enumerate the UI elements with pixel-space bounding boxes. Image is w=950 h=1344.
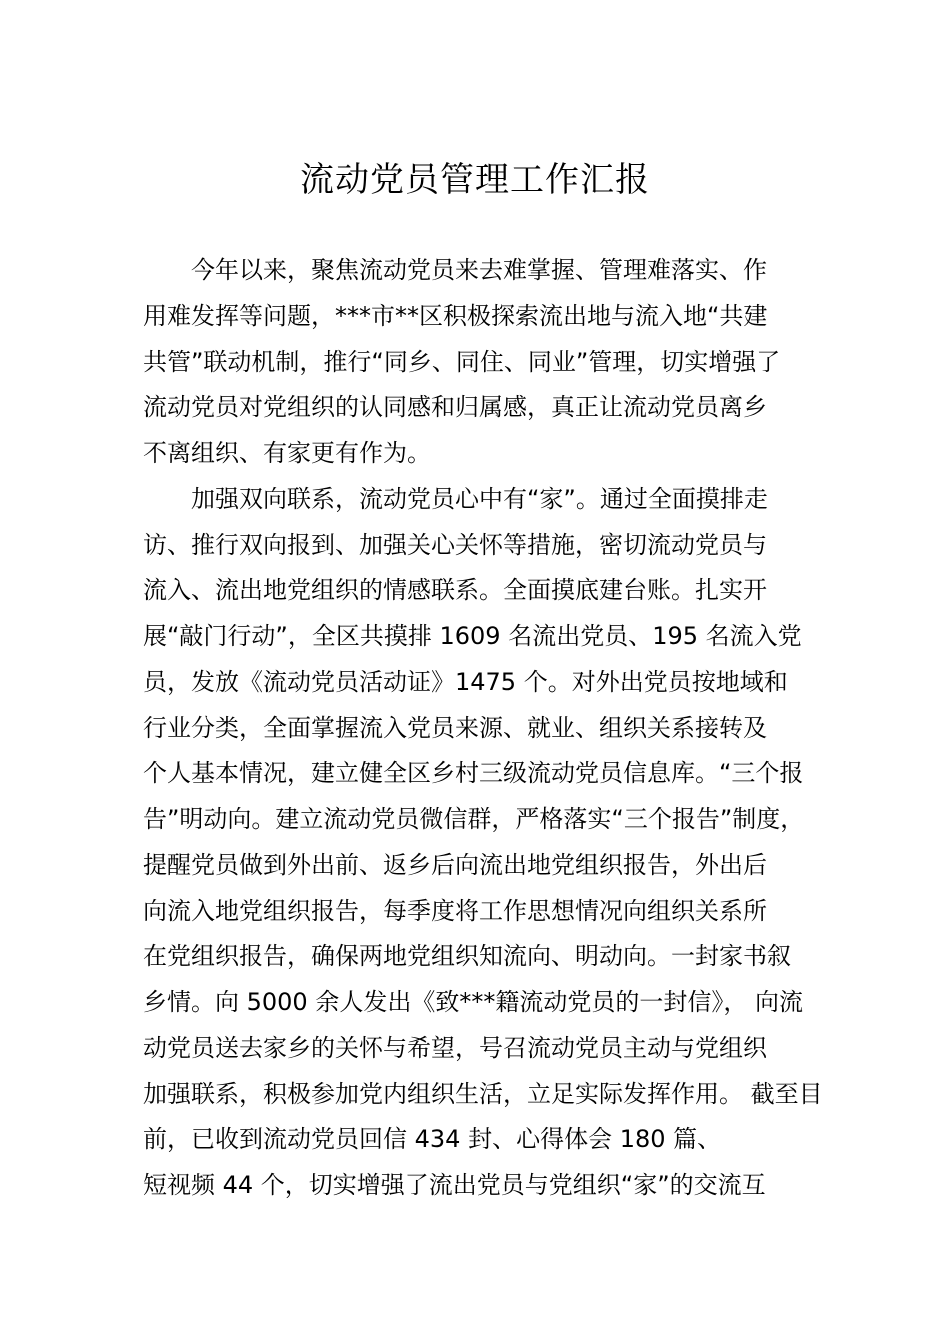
paragraph-first-line: 加强双向联系，流动党员心中有“家”。通过全面摸排走: [191, 484, 768, 513]
document-title: 流动党员管理工作汇报: [300, 160, 650, 200]
body-text-line: 在党组织报告，确保两地党组织知流向、明动向。一封家书叙: [143, 942, 791, 971]
body-text-line: 流入、流出地党组织的情感联系。全面摸底建台账。扎实开: [143, 576, 767, 605]
body-text-line: 动党员送去家乡的关怀与希望，号召流动党员主动与党组织: [143, 1033, 767, 1062]
body-text-line: 提醒党员做到外出前、返乡后向流出地党组织报告，外出后: [143, 850, 767, 879]
paragraph-first-line: 今年以来，聚焦流动党员来去难掌握、管理难落实、作: [191, 256, 767, 284]
body-text-line: 向流入地党组织报告，每季度将工作思想情况向组织关系所: [143, 896, 767, 925]
body-text-line: 前，已收到流动党员回信 434 封、心得体会 180 篇、: [143, 1125, 722, 1154]
body-text-line: 乡情。向 5000 余人发出《致***籍流动党员的一封信》， 向流: [143, 988, 803, 1016]
body-text-line: 展“敲门行动”，全区共摸排 1609 名流出党员、195 名流入党: [143, 622, 802, 650]
document-body: [143, 248, 833, 1209]
body-text-line: 行业分类，全面掌握流入党员来源、就业、组织关系接转及: [143, 713, 767, 742]
body-text-line: 用难发挥等问题，***市**区积极探索流出地与流入地“共建: [143, 301, 768, 330]
body-text-line: 加强联系，积极参加党内组织生活，立足实际发挥作用。 截至目: [143, 1079, 823, 1108]
body-text-line: 共管”联动机制，推行“同乡、同住、同业”管理，切实增强了: [143, 347, 781, 376]
body-text-line: 不离组织、有家更有作为。: [143, 439, 431, 467]
body-text-line: 告”明动向。建立流动党员微信群，严格落实“三个报告”制度，: [143, 805, 805, 833]
body-text-line: 个人基本情况，建立健全区乡村三级流动党员信息库。“三个报: [143, 759, 804, 788]
body-text-line: 访、推行双向报到、加强关心关怀等措施，密切流动党员与: [143, 530, 767, 559]
body-text-line: 短视频 44 个，切实增强了流出党员与党组织“家”的交流互: [143, 1171, 766, 1199]
body-text-line: 员，发放《流动党员活动证》1475 个。对外出党员按地域和: [143, 667, 788, 696]
body-text-line: 流动党员对党组织的认同感和归属感，真正让流动党员离乡: [143, 393, 767, 422]
